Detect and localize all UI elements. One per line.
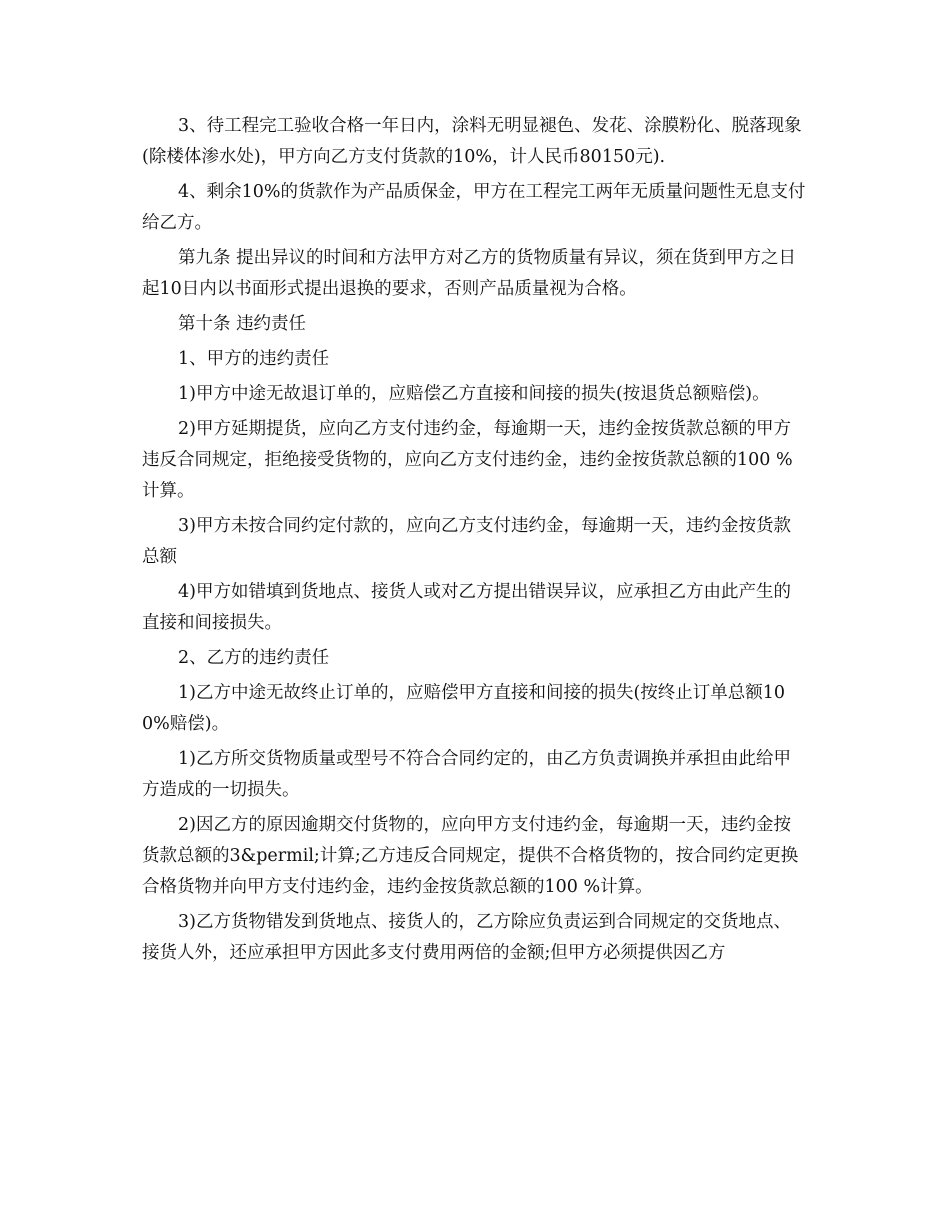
- heading-article-10: 第十条 违约责任: [178, 314, 307, 334]
- paragraph-party-a-item-4: 4)甲方如错填到货地点、接货人或对乙方提出错误异议，应承担乙方由此产生的直接和间接损失。: [142, 582, 791, 633]
- paragraph-party-b-item-1a: 1)乙方中途无故终止订单的，应赔偿甲方直接和间接的损失(按终止订单总额100%赔偿)。: [142, 683, 786, 734]
- paragraph-payment-term-3: 3、待工程完工验收合格一年日内，涂料无明显褪色、发花、涂膜粉化、脱落现象(除楼体渗水处)，甲方向乙方支付货款的10%，计人民币80150元).: [142, 116, 802, 167]
- paragraph-party-a-item-1: 1)甲方中途无故退订单的，应赔偿乙方直接和间接的损失(按退货总额赔偿)。: [178, 384, 770, 404]
- paragraph-party-a-item-2: 2)甲方延期提货，应向乙方支付违约金，每逾期一天，违约金按货款总额的甲方违反合同规定，拒绝接受货物的，应向乙方支付违约金，违约金按货款总额的100 %计算。: [142, 419, 793, 501]
- paragraph-party-b-item-2: 2)因乙方的原因逾期交付货物的，应向甲方支付违约金，每逾期一天，违约金按货款总额的3&permil;计算;乙方违反合同规定，提供不合格货物的，按合同约定更换合格货物并向甲方支付违约金，违约金按货款总额的100 %计算。: [142, 815, 799, 897]
- paragraph-party-b-item-3: 3)乙方货物错发到货地点、接货人的，乙方除应负责运到合同规定的交货地点、接货人外，还应承担甲方因此多支付费用两倍的金额;但甲方必须提供因乙方: [142, 912, 791, 963]
- document-page: [142, 111, 807, 973]
- paragraph-article-9: 第九条 提出异议的时间和方法甲方对乙方的货物质量有异议，须在货到甲方之日起10日内以书面形式提出退换的要求，否则产品质量视为合格。: [142, 248, 797, 299]
- paragraph-party-b-item-1b: 1)乙方所交货物质量或型号不符合合同约定的，由乙方负责调换并承担由此给甲方造成的一切损失。: [142, 749, 791, 800]
- paragraph-payment-term-4: 4、剩余10%的货款作为产品质保金，甲方在工程完工两年无质量问题性无息支付给乙方。: [142, 182, 806, 233]
- heading-party-a-liability: 1、甲方的违约责任: [178, 349, 330, 369]
- paragraph-party-a-item-3: 3)甲方未按合同约定付款的，应向乙方支付违约金，每逾期一天，违约金按货款总额: [142, 516, 791, 567]
- heading-party-b-liability: 2、乙方的违约责任: [178, 648, 330, 668]
